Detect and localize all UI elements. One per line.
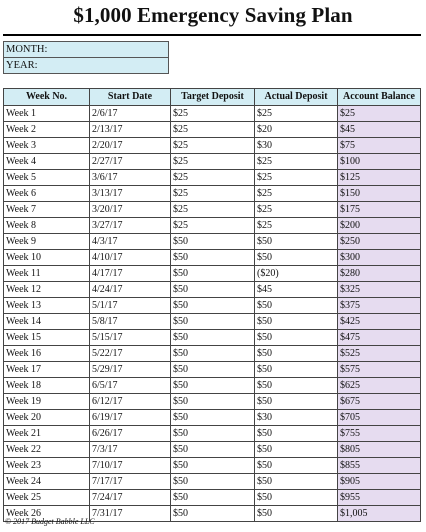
target-deposit-cell[interactable]: $50 [171, 410, 255, 426]
target-deposit-cell[interactable]: $50 [171, 234, 255, 250]
start-date-cell[interactable]: 5/1/17 [90, 298, 171, 314]
table-row [4, 122, 421, 138]
start-date-cell[interactable]: 4/24/17 [90, 282, 171, 298]
week-cell[interactable]: Week 10 [4, 250, 90, 266]
table-row [4, 410, 421, 426]
week-cell[interactable]: Week 13 [4, 298, 90, 314]
start-date-cell[interactable]: 7/31/17 [90, 506, 171, 522]
month-field[interactable]: MONTH: [4, 42, 169, 58]
week-cell[interactable]: Week 19 [4, 394, 90, 410]
week-cell[interactable]: Week 4 [4, 154, 90, 170]
week-cell[interactable]: Week 7 [4, 202, 90, 218]
actual-deposit-cell[interactable]: $30 [255, 138, 338, 154]
account-balance-cell[interactable]: $755 [338, 426, 421, 442]
account-balance-cell[interactable]: $525 [338, 346, 421, 362]
target-deposit-cell[interactable]: $50 [171, 442, 255, 458]
table-row [4, 330, 421, 346]
account-balance-cell[interactable]: $575 [338, 362, 421, 378]
table-row [4, 378, 421, 394]
table-row [4, 282, 421, 298]
target-deposit-cell[interactable]: $50 [171, 394, 255, 410]
actual-deposit-cell[interactable]: $50 [255, 346, 338, 362]
account-balance-cell[interactable]: $425 [338, 314, 421, 330]
target-deposit-cell[interactable]: $25 [171, 202, 255, 218]
account-balance-cell[interactable]: $375 [338, 298, 421, 314]
page-title: $1,000 Emergency Saving Plan [73, 3, 353, 27]
actual-deposit-cell[interactable]: $50 [255, 362, 338, 378]
account-balance-cell[interactable]: $955 [338, 490, 421, 506]
account-balance-cell[interactable]: $1,005 [338, 506, 421, 522]
table-row [4, 154, 421, 170]
target-deposit-cell[interactable]: $25 [171, 154, 255, 170]
account-balance-cell[interactable]: $805 [338, 442, 421, 458]
week-cell[interactable]: Week 21 [4, 426, 90, 442]
start-date-cell[interactable]: 5/29/17 [90, 362, 171, 378]
table-row [4, 426, 421, 442]
table-row [4, 250, 421, 266]
account-balance-cell[interactable]: $905 [338, 474, 421, 490]
table-row [4, 314, 421, 330]
target-deposit-cell[interactable]: $50 [171, 346, 255, 362]
start-date-cell[interactable]: 7/24/17 [90, 490, 171, 506]
week-cell[interactable]: Week 9 [4, 234, 90, 250]
actual-deposit-cell[interactable]: $25 [255, 106, 338, 122]
account-balance-cell[interactable]: $125 [338, 170, 421, 186]
account-balance-cell[interactable]: $475 [338, 330, 421, 346]
actual-deposit-cell[interactable]: $25 [255, 170, 338, 186]
table-row [4, 218, 421, 234]
start-date-cell[interactable]: 5/22/17 [90, 346, 171, 362]
year-field[interactable]: YEAR: [4, 58, 169, 74]
start-date-cell[interactable]: 7/17/17 [90, 474, 171, 490]
target-deposit-cell[interactable]: $25 [171, 122, 255, 138]
account-balance-cell[interactable]: $280 [338, 266, 421, 282]
target-deposit-cell[interactable]: $50 [171, 506, 255, 522]
header-target-deposit: Target Deposit [171, 89, 255, 106]
actual-deposit-cell[interactable]: $50 [255, 442, 338, 458]
target-deposit-cell[interactable]: $50 [171, 426, 255, 442]
target-deposit-cell[interactable]: $50 [171, 490, 255, 506]
target-deposit-cell[interactable]: $50 [171, 298, 255, 314]
target-deposit-cell[interactable]: $50 [171, 330, 255, 346]
account-balance-cell[interactable]: $200 [338, 218, 421, 234]
target-deposit-cell[interactable]: $50 [171, 266, 255, 282]
week-cell[interactable]: Week 25 [4, 490, 90, 506]
target-deposit-cell[interactable]: $50 [171, 250, 255, 266]
account-balance-cell[interactable]: $855 [338, 458, 421, 474]
actual-deposit-cell[interactable]: $30 [255, 410, 338, 426]
start-date-cell[interactable]: 7/10/17 [90, 458, 171, 474]
table-row [4, 442, 421, 458]
week-cell[interactable]: Week 3 [4, 138, 90, 154]
savings-table [3, 88, 421, 522]
actual-deposit-cell[interactable]: $50 [255, 314, 338, 330]
start-date-cell[interactable]: 2/27/17 [90, 154, 171, 170]
header-week-no: Week No. [4, 89, 90, 106]
table-row [4, 138, 421, 154]
start-date-cell[interactable]: 7/3/17 [90, 442, 171, 458]
target-deposit-cell[interactable]: $50 [171, 362, 255, 378]
target-deposit-cell[interactable]: $50 [171, 474, 255, 490]
table-row [4, 298, 421, 314]
target-deposit-cell[interactable]: $25 [171, 170, 255, 186]
header-actual-deposit: Actual Deposit [255, 89, 338, 106]
week-cell[interactable]: Week 12 [4, 282, 90, 298]
table-row [4, 186, 421, 202]
start-date-cell[interactable]: 6/19/17 [90, 410, 171, 426]
week-cell[interactable]: Week 6 [4, 186, 90, 202]
account-balance-cell[interactable]: $75 [338, 138, 421, 154]
week-cell[interactable]: Week 16 [4, 346, 90, 362]
start-date-cell[interactable]: 4/17/17 [90, 266, 171, 282]
start-date-cell[interactable]: 6/5/17 [90, 378, 171, 394]
table-row [4, 346, 421, 362]
table-body [4, 106, 421, 522]
target-deposit-cell[interactable]: $50 [171, 282, 255, 298]
week-cell[interactable]: Week 24 [4, 474, 90, 490]
title-divider [3, 34, 421, 36]
table-row [4, 362, 421, 378]
table-row [4, 474, 421, 490]
table-row [4, 170, 421, 186]
actual-deposit-cell[interactable]: $50 [255, 474, 338, 490]
month-year-box [3, 41, 169, 74]
account-balance-cell[interactable]: $25 [338, 106, 421, 122]
start-date-cell[interactable]: 3/13/17 [90, 186, 171, 202]
week-cell[interactable]: Week 2 [4, 122, 90, 138]
account-balance-cell[interactable]: $300 [338, 250, 421, 266]
week-cell[interactable]: Week 18 [4, 378, 90, 394]
header-account-balance: Account Balance [338, 89, 421, 106]
actual-deposit-cell[interactable]: $50 [255, 394, 338, 410]
actual-deposit-cell[interactable]: $45 [255, 282, 338, 298]
week-cell[interactable]: Week 11 [4, 266, 90, 282]
actual-deposit-cell[interactable]: $50 [255, 330, 338, 346]
week-cell[interactable]: Week 17 [4, 362, 90, 378]
start-date-cell[interactable]: 6/12/17 [90, 394, 171, 410]
week-cell[interactable]: Week 22 [4, 442, 90, 458]
target-deposit-cell[interactable]: $25 [171, 218, 255, 234]
account-balance-cell[interactable]: $250 [338, 234, 421, 250]
start-date-cell[interactable]: 6/26/17 [90, 426, 171, 442]
table-row [4, 234, 421, 250]
target-deposit-cell[interactable]: $50 [171, 458, 255, 474]
actual-deposit-cell[interactable]: $20 [255, 122, 338, 138]
start-date-cell[interactable]: 2/20/17 [90, 138, 171, 154]
target-deposit-cell[interactable]: $25 [171, 186, 255, 202]
week-cell[interactable]: Week 15 [4, 330, 90, 346]
account-balance-cell[interactable]: $625 [338, 378, 421, 394]
table-row [4, 490, 421, 506]
week-cell[interactable]: Week 5 [4, 170, 90, 186]
account-balance-cell[interactable]: $325 [338, 282, 421, 298]
start-date-cell[interactable]: 3/20/17 [90, 202, 171, 218]
week-cell[interactable]: Week 1 [4, 106, 90, 122]
actual-deposit-cell[interactable]: $50 [255, 426, 338, 442]
start-date-cell[interactable]: 3/6/17 [90, 170, 171, 186]
table-row [4, 266, 421, 282]
actual-deposit-cell[interactable]: $50 [255, 490, 338, 506]
actual-deposit-cell[interactable]: $50 [255, 234, 338, 250]
target-deposit-cell[interactable]: $50 [171, 314, 255, 330]
start-date-cell[interactable]: 4/3/17 [90, 234, 171, 250]
account-balance-cell[interactable]: $100 [338, 154, 421, 170]
start-date-cell[interactable]: 4/10/17 [90, 250, 171, 266]
week-cell[interactable]: Week 20 [4, 410, 90, 426]
account-balance-cell[interactable]: $175 [338, 202, 421, 218]
target-deposit-cell[interactable]: $50 [171, 378, 255, 394]
actual-deposit-cell[interactable]: $25 [255, 218, 338, 234]
actual-deposit-cell[interactable]: $25 [255, 154, 338, 170]
start-date-cell[interactable]: 2/13/17 [90, 122, 171, 138]
start-date-cell[interactable]: 5/8/17 [90, 314, 171, 330]
year-row [4, 58, 169, 74]
table-row [4, 202, 421, 218]
actual-deposit-cell[interactable]: ($20) [255, 266, 338, 282]
copyright-footer: © 2017 Budget Babble LLC [5, 517, 95, 526]
week-cell[interactable]: Week 14 [4, 314, 90, 330]
actual-deposit-cell[interactable]: $25 [255, 202, 338, 218]
start-date-cell[interactable]: 3/27/17 [90, 218, 171, 234]
target-deposit-cell[interactable]: $25 [171, 138, 255, 154]
week-cell[interactable]: Week 8 [4, 218, 90, 234]
actual-deposit-cell[interactable]: $50 [255, 506, 338, 522]
table-row [4, 458, 421, 474]
account-balance-cell[interactable]: $150 [338, 186, 421, 202]
actual-deposit-cell[interactable]: $50 [255, 458, 338, 474]
actual-deposit-cell[interactable]: $50 [255, 298, 338, 314]
target-deposit-cell[interactable]: $25 [171, 106, 255, 122]
actual-deposit-cell[interactable]: $50 [255, 378, 338, 394]
account-balance-cell[interactable]: $675 [338, 394, 421, 410]
start-date-cell[interactable]: 2/6/17 [90, 106, 171, 122]
week-cell[interactable]: Week 23 [4, 458, 90, 474]
actual-deposit-cell[interactable]: $50 [255, 250, 338, 266]
start-date-cell[interactable]: 5/15/17 [90, 330, 171, 346]
actual-deposit-cell[interactable]: $25 [255, 186, 338, 202]
account-balance-cell[interactable]: $705 [338, 410, 421, 426]
account-balance-cell[interactable]: $45 [338, 122, 421, 138]
month-row [4, 42, 169, 58]
table-row [4, 106, 421, 122]
week-cell[interactable]: Week 26 [4, 506, 90, 522]
table-header-row [4, 89, 421, 106]
table-row [4, 394, 421, 410]
header-start-date: Start Date [90, 89, 171, 106]
